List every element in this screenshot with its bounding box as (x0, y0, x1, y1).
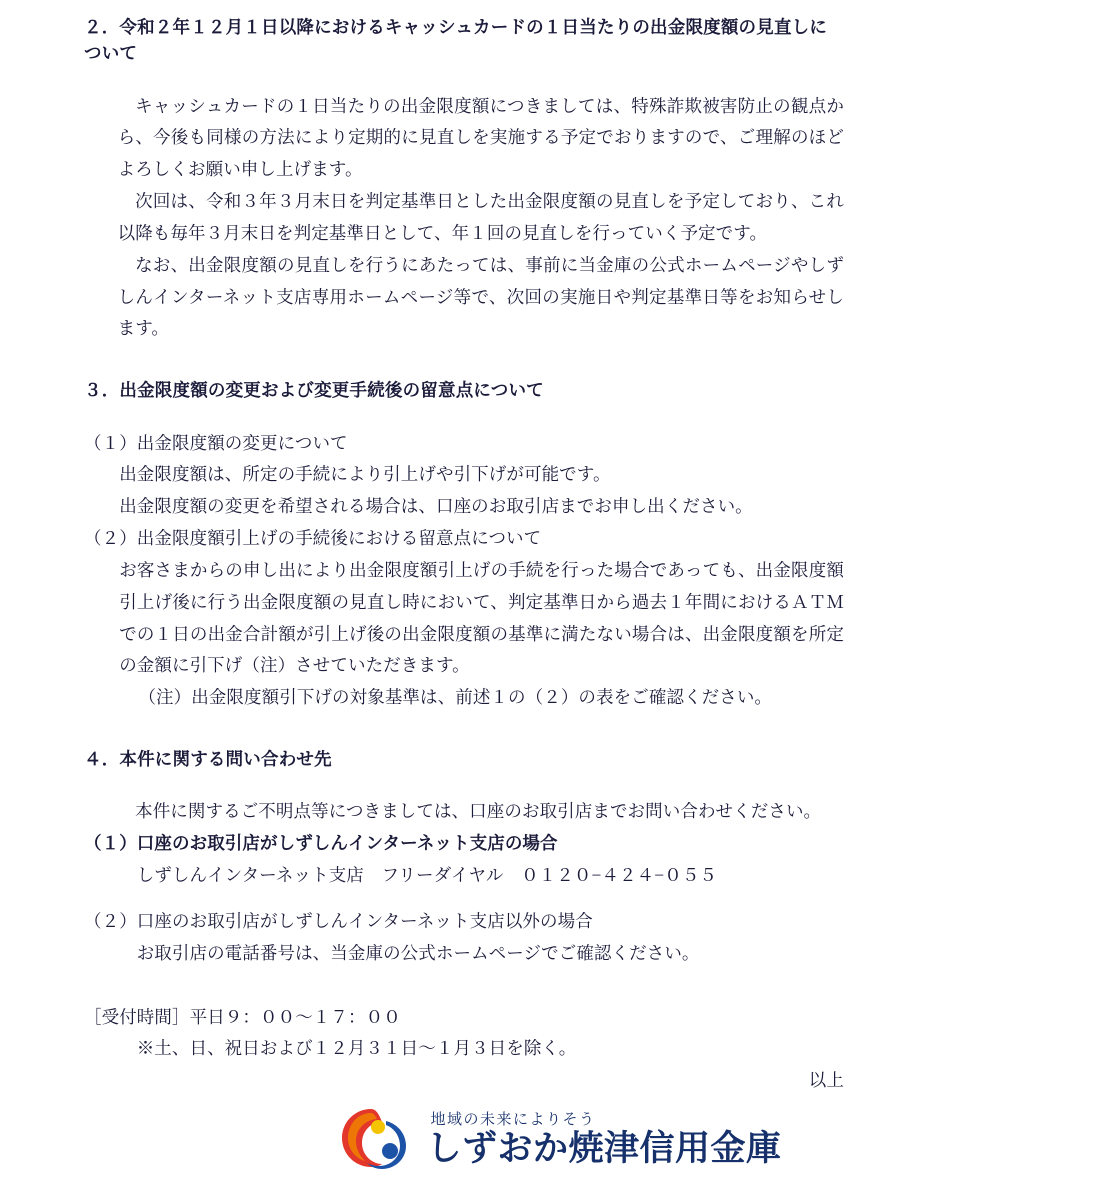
section-4-intro: 本件に関するご不明点等につきましては、口座のお取引店までお問い合わせください。 (135, 801, 822, 822)
section-4-item-1-detail: しずしんインターネット支店 フリーダイヤル ０１２０−４２４−０５５ (136, 865, 718, 886)
section-2-heading: ２．令和２年１２月１日以降におけるキャッシュカードの１日当たりの出金限度額の見直しについて (84, 17, 828, 64)
spacer-between-items-4 (84, 892, 844, 906)
section-4-item-1-label: （１）口座のお取引店がしずしんインターネット支店の場合 (84, 833, 558, 854)
section-4-item-1-body (84, 860, 844, 892)
section-3-item-2-paragraph: お客さまからの申し出により出金限度額引上げの手続を行った場合であっても、出金限度額引上げ後に行う出金限度額の見直し時において、判定基準日から過去１年間におけるＡＴＭでの１日の出金合計額が引上げ後の出金限度額の基準に満たない場合は、出金限度額を所定の金額に引下げ（注）させていただきます。 (119, 559, 844, 676)
logo-text-column (426, 1108, 781, 1168)
section-4-item-2-detail: お取引店の電話番号は、当金庫の公式ホームページでご確認ください。 (136, 942, 700, 963)
footer-logo-block (0, 1105, 1120, 1171)
section-2-paragraph-1: キャッシュカードの１日当たりの出金限度額につきましては、特殊詐欺被害防止の観点から、今後も同様の方法により定期的に見直しを実施する予定でおりますので、ご理解のほどよろしくお願い申し上げます。 (117, 95, 844, 180)
section-2-paragraph-2: 次回は、令和３年３月末日を判定基準日とした出金限度額の見直しを予定しており、これ以降も毎年３月末日を判定基準日として、年１回の見直しを行っていく予定です。 (117, 191, 844, 243)
document-body (84, 0, 844, 1097)
spacer-top (84, 0, 844, 14)
section-4-intro-wrap (84, 796, 844, 828)
logo-bank-name: しずおか焼津信用金庫 (426, 1129, 782, 1169)
spacer-before-section-4 (84, 714, 844, 746)
section-3-item-2-label: （２）出金限度額引上げの手続後における留意点について (84, 528, 542, 549)
section-2-body (84, 91, 844, 346)
spacer-before-hours (84, 970, 844, 1002)
section-3-item-1-line-2: 出金限度額の変更を希望される場合は、口座のお取引店までお申し出ください。 (119, 496, 753, 517)
closing-mark: 以上 (808, 1070, 844, 1091)
section-4-heading: ４．本件に関する問い合わせ先 (84, 749, 332, 770)
section-3-heading: ３．出金限度額の変更および変更手続後の留意点について (84, 380, 544, 401)
spacer-before-section-3 (84, 345, 844, 377)
spacer-after-heading-3 (84, 404, 844, 428)
section-3-item-2-note: （注）出金限度額引下げの対象基準は、前述１の（２）の表をご確認ください。 (138, 687, 773, 708)
shizuoka-yaizu-shinkin-logo-icon (338, 1105, 412, 1171)
section-3-item-1-label: （１）出金限度額の変更について (84, 432, 348, 453)
section-3-item-2-body (84, 555, 844, 714)
reception-hours-note: ※土、日、祝日および１２月３１日〜１月３日を除く。 (136, 1038, 577, 1059)
section-2-paragraph-3: なお、出金限度額の見直しを行うにあたっては、事前に当金庫の公式ホームページやしずしんインターネット支店専用ホームページ等で、次回の実施日や判定基準日等をお知らせします。 (117, 254, 844, 339)
section-3-item-1-body (84, 459, 844, 523)
logo-tagline: 地域の未来によりそう (430, 1111, 596, 1129)
reception-hours-note-wrap (84, 1033, 844, 1065)
bank-logo (338, 1105, 781, 1171)
section-4-item-2-label: （２）口座のお取引店がしずしんインターネット支店以外の場合 (84, 910, 593, 931)
reception-hours-label: ［受付時間］平日９：００〜１７：００ (84, 1006, 401, 1027)
spacer-after-heading-4 (84, 772, 844, 796)
spacer-after-heading-2 (84, 67, 844, 91)
section-3-item-1-line-1: 出金限度額は、所定の手続により引上げや引下げが可能です。 (119, 464, 611, 485)
section-4-item-2-body (84, 938, 844, 970)
